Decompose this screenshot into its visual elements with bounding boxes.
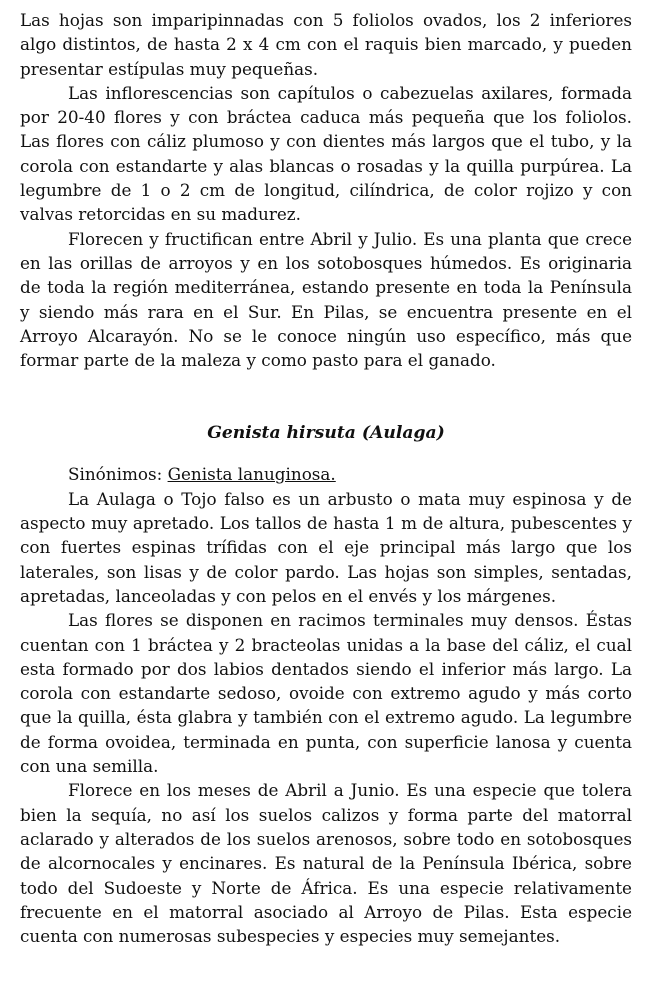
synonyms-value: Genista lanuginosa.	[167, 464, 336, 485]
paragraph-ecology: Florece en los meses de Abril a Junio. Es una especie que tolera bien la sequía, no así los suelos calizos y forma parte del matorral aclarado y alterados de los suelos arenosos, sobre todo en sotobosques de alcornocales y encinares. Es natural de la Península Ibérica, sobre todo del Sudoeste y Norte de África. Es una especie relativamente frecuente en el matorral asociado al Arroyo de Pilas. Esta especie cuenta con numerosas subespecies y especies muy semejantes.	[20, 780, 632, 947]
document-page	[20, 8, 632, 948]
section-heading: Genista hirsuta (Aulaga)	[207, 423, 445, 444]
paragraph-leaves: Las hojas son imparipinnadas con 5 foliolos ovados, los 2 inferiores algo distintos, de hasta 2 x 4 cm con el raquis bien marcado, y pueden presentar estípulas muy pequeñas.	[20, 10, 632, 79]
section-spacer	[20, 372, 632, 420]
paragraph-synonyms	[20, 462, 632, 486]
paragraph-description: La Aulaga o Tojo falso es un arbusto o mata muy espinosa y de aspecto muy apretado. Los tallos de hasta 1 m de altura, pubescentes y con fuertes espinas trífidas con el eje principal más largo que los laterales, son lisas y de color pardo. Las hojas son simples, sentadas, apretadas, lanceoladas y con pelos en el envés y los márgenes.	[20, 488, 632, 606]
paragraph-flowers: Las flores se disponen en racimos terminales muy densos. Éstas cuentan con 1 bráctea y 2 bracteolas unidas a la base del cáliz, el cual esta formado por dos labios dentados siendo el inferior más largo. La corola con estandarte sedoso, ovoide con extremo agudo y más corto que la quilla, ésta glabra y también con el extremo agudo. La legumbre de forma ovoidea, terminada en punta, con superficie lanosa y cuenta con una semilla.	[20, 610, 632, 777]
heading-spacer	[20, 446, 632, 462]
synonyms-label: Sinónimos:	[68, 464, 168, 485]
paragraph-inflorescences: Las inflorescencias son capítulos o cabezuelas axilares, formada por 20-40 flores y con bráctea caduca más pequeña que los foliolos. Las flores con cáliz plumoso y con dientes más largos que el tubo, y la corola con estandarte y alas blancas o rosadas y la quilla purpúrea. La legumbre de 1 o 2 cm de longitud, cilíndrica, de color rojizo y con valvas retorcidas en su madurez.	[20, 82, 632, 225]
paragraph-flowering-habitat: Florecen y fructifican entre Abril y Julio. Es una planta que crece en las orillas de arroyos y en los sotobosques húmedos. Es originaria de toda la región mediterránea, estando presente en toda la Península y siendo más rara en el Sur. En Pilas, se encuentra presente en el Arroyo Alcarayón. No se le conoce ningún uso específico, más que formar parte de la maleza y como pasto para el ganado.	[20, 228, 632, 371]
